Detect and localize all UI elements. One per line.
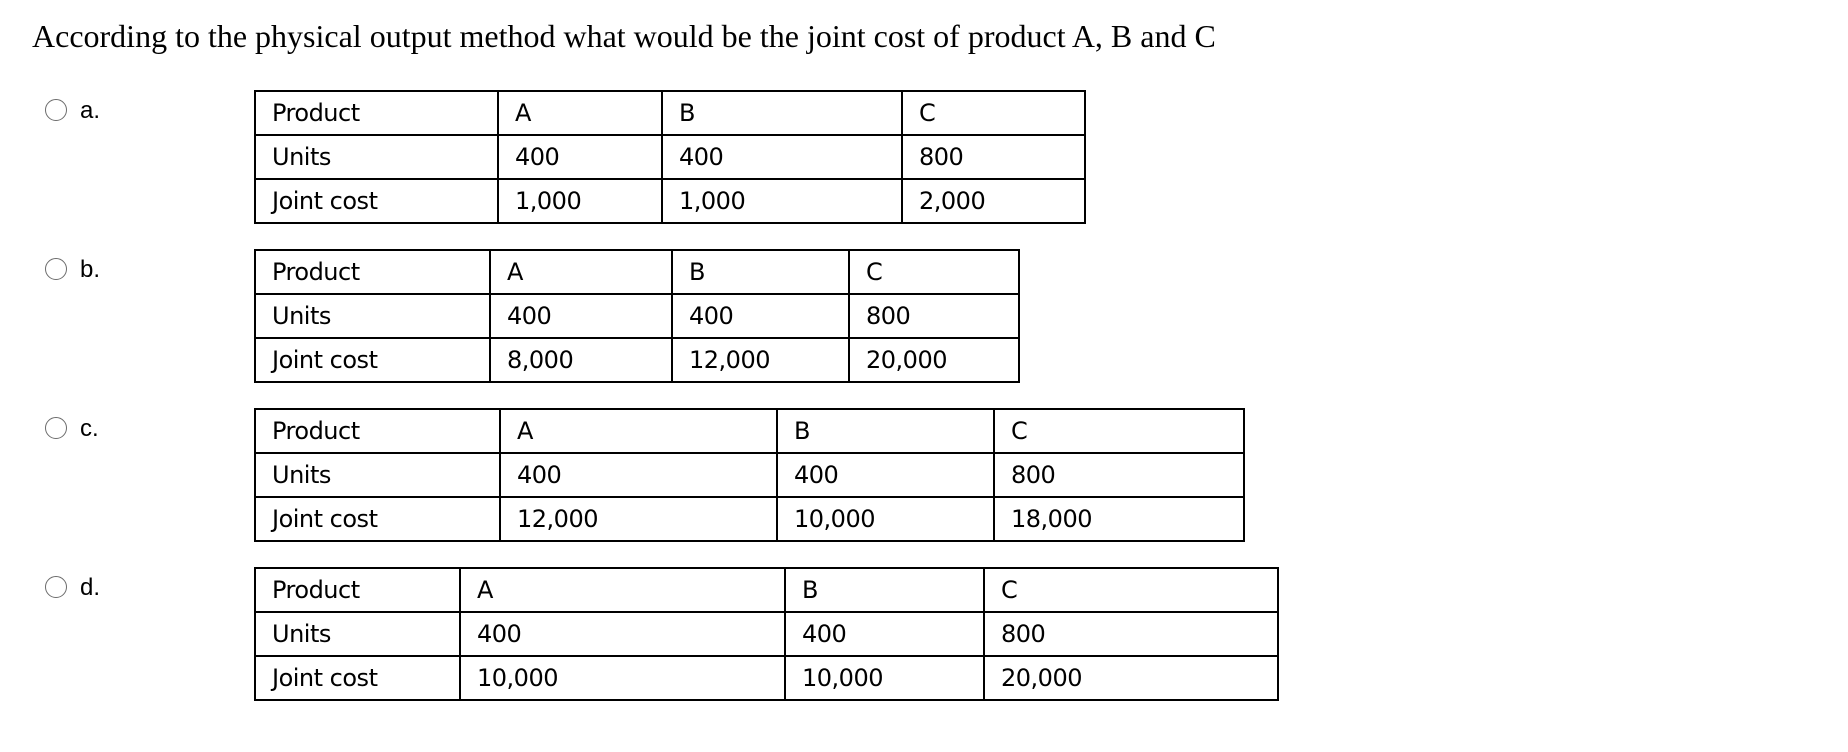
- table-row: [255, 612, 1278, 656]
- table-cell: Joint cost: [255, 656, 460, 700]
- table-cell: Product: [255, 409, 500, 453]
- table-cell: 400: [672, 294, 849, 338]
- table-cell: Product: [255, 91, 498, 135]
- table-cell: 20,000: [984, 656, 1278, 700]
- table-cell: Product: [255, 568, 460, 612]
- table-cell: C: [849, 250, 1019, 294]
- question-text: According to the physical output method what would be the joint cost of product A, B and C: [32, 18, 1216, 54]
- table-cell: 8,000: [490, 338, 672, 382]
- table-cell: 1,000: [662, 179, 902, 223]
- table-row: [255, 497, 1244, 541]
- table-cell: Joint cost: [255, 497, 500, 541]
- table-cell: B: [672, 250, 849, 294]
- table-cell: 400: [500, 453, 777, 497]
- table-cell: C: [994, 409, 1244, 453]
- table-cell: 10,000: [460, 656, 785, 700]
- option-c-table: [254, 408, 1245, 542]
- option-a-radio[interactable]: [45, 99, 67, 121]
- table-cell: 400: [490, 294, 672, 338]
- table-cell: 400: [498, 135, 662, 179]
- table-cell: 10,000: [785, 656, 984, 700]
- table-row: [255, 135, 1085, 179]
- table-cell: A: [500, 409, 777, 453]
- option-b-table: [254, 249, 1020, 383]
- table-cell: A: [498, 91, 662, 135]
- option-b-radio[interactable]: [45, 258, 67, 280]
- option-d-table: [254, 567, 1279, 701]
- table-cell: 18,000: [994, 497, 1244, 541]
- table-row: [255, 91, 1085, 135]
- table-cell: 400: [785, 612, 984, 656]
- table-cell: 400: [460, 612, 785, 656]
- table-cell: 400: [662, 135, 902, 179]
- table-cell: C: [902, 91, 1085, 135]
- table-cell: Joint cost: [255, 338, 490, 382]
- table-cell: B: [662, 91, 902, 135]
- table-cell: Units: [255, 135, 498, 179]
- table-cell: 10,000: [777, 497, 994, 541]
- table-row: [255, 453, 1244, 497]
- option-c-radio[interactable]: [45, 417, 67, 439]
- table-row: [255, 568, 1278, 612]
- table-row: [255, 656, 1278, 700]
- table-cell: C: [984, 568, 1278, 612]
- table-cell: A: [490, 250, 672, 294]
- table-cell: 2,000: [902, 179, 1085, 223]
- table-row: [255, 409, 1244, 453]
- table-cell: Product: [255, 250, 490, 294]
- table-cell: 400: [777, 453, 994, 497]
- table-cell: A: [460, 568, 785, 612]
- table-cell: 12,000: [672, 338, 849, 382]
- table-cell: Units: [255, 453, 500, 497]
- table-row: [255, 250, 1019, 294]
- table-cell: B: [785, 568, 984, 612]
- option-c-letter: c.: [80, 415, 99, 442]
- option-a-table: [254, 90, 1086, 224]
- table-cell: 800: [849, 294, 1019, 338]
- table-row: [255, 179, 1085, 223]
- table-row: [255, 294, 1019, 338]
- table-cell: 1,000: [498, 179, 662, 223]
- table-cell: 800: [902, 135, 1085, 179]
- table-cell: 12,000: [500, 497, 777, 541]
- table-row: [255, 338, 1019, 382]
- table-cell: 800: [994, 453, 1244, 497]
- table-cell: Units: [255, 294, 490, 338]
- table-cell: 20,000: [849, 338, 1019, 382]
- table-cell: B: [777, 409, 994, 453]
- table-cell: 800: [984, 612, 1278, 656]
- option-b-letter: b.: [80, 256, 101, 283]
- table-cell: Joint cost: [255, 179, 498, 223]
- table-cell: Units: [255, 612, 460, 656]
- option-d-radio[interactable]: [45, 576, 67, 598]
- option-d-letter: d.: [80, 574, 101, 601]
- option-a-letter: a.: [80, 97, 101, 124]
